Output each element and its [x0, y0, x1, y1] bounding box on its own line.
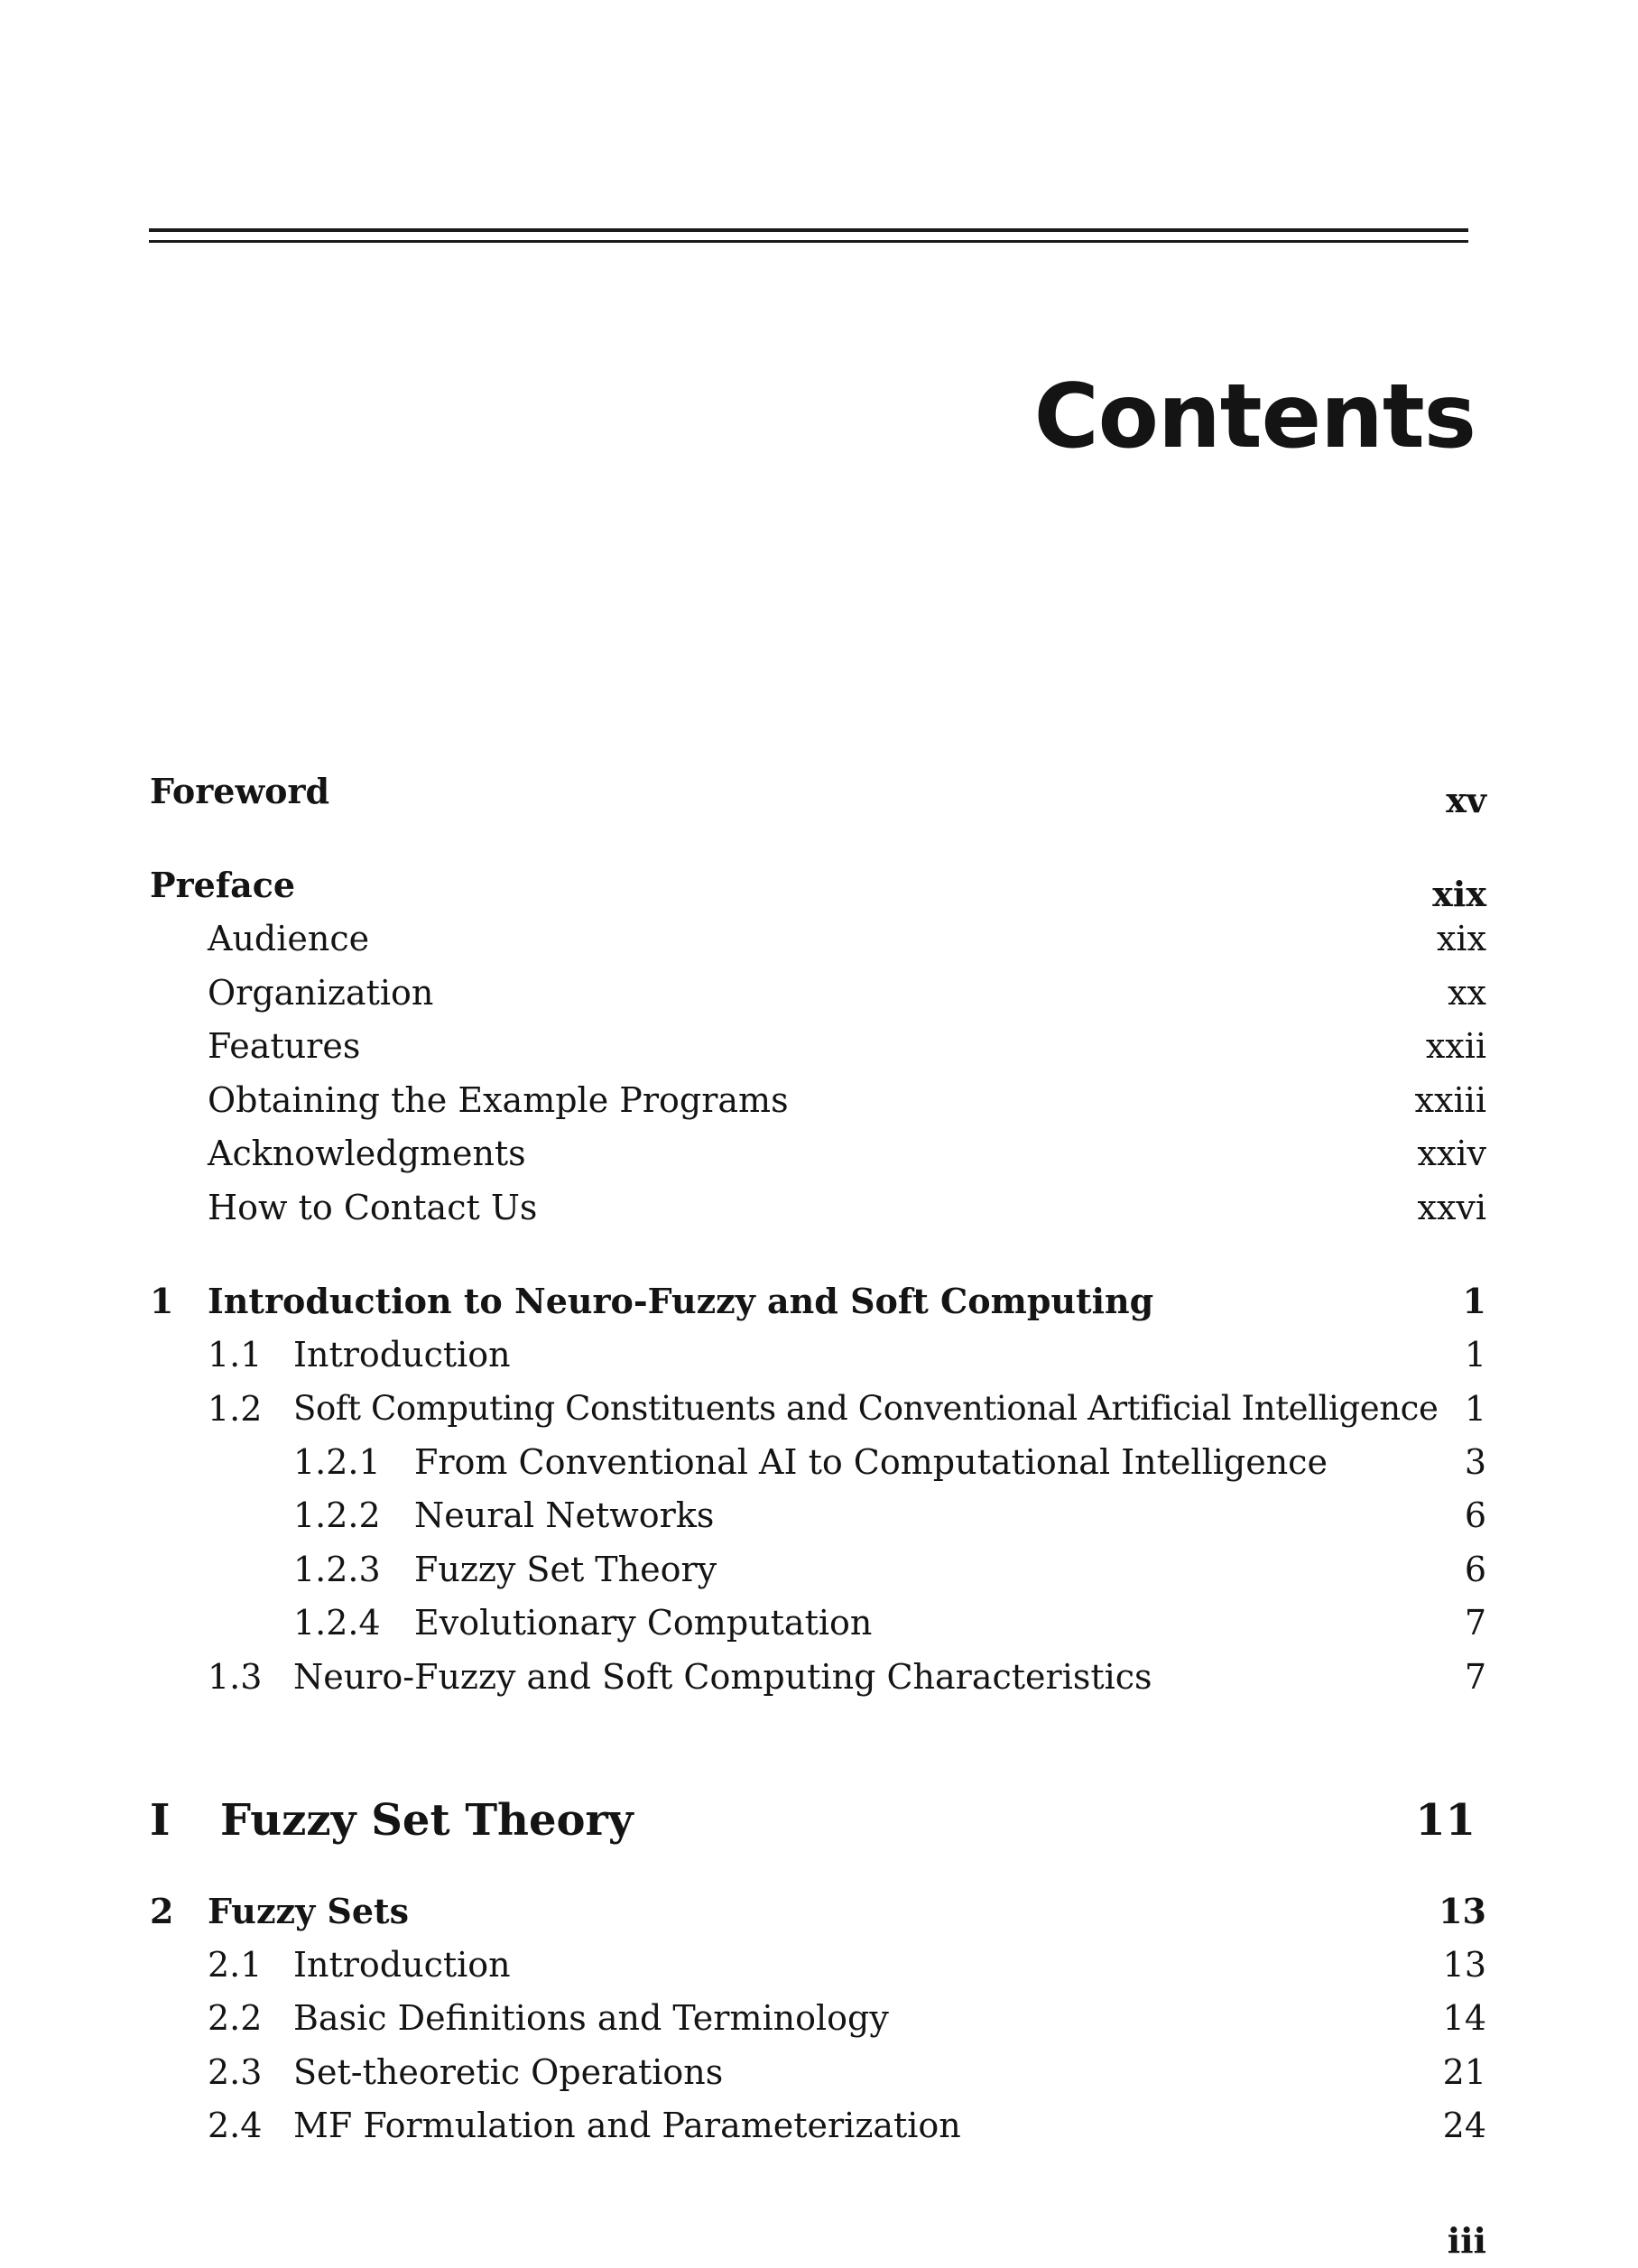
header-rule-top: [149, 228, 1468, 232]
toc-section-page: 24: [1442, 2106, 1486, 2145]
toc-entry-acknowledgments[interactable]: [0, 1126, 1638, 1180]
toc-entry-audience[interactable]: [0, 912, 1638, 966]
toc-entry-features[interactable]: [0, 1019, 1638, 1073]
toc-entry-page: xv: [1446, 780, 1486, 820]
toc-entry-label: Preface: [150, 865, 296, 905]
toc-entry-label: Organization: [208, 973, 434, 1013]
page-number: iii: [1447, 2220, 1486, 2261]
toc-entry-label: Audience: [208, 919, 370, 958]
toc-section-2-2[interactable]: [0, 1991, 1638, 2045]
toc-entry-preface[interactable]: [0, 858, 1638, 912]
toc-part-page: 11: [1415, 1795, 1476, 1846]
toc-entry-page: xxvi: [1417, 1188, 1486, 1227]
toc-part-1[interactable]: [0, 1789, 1638, 1852]
toc-subsection-page: 6: [1464, 1495, 1486, 1535]
toc-section-title: Basic Definitions and Terminology: [293, 1998, 889, 2038]
toc-subsection-number: 1.2.4: [293, 1603, 381, 1643]
toc-entry-label: Acknowledgments: [208, 1134, 526, 1173]
toc-subsection-number: 1.2.3: [293, 1550, 381, 1589]
header-rule-bottom: [149, 240, 1468, 243]
toc-section-title: Soft Computing Constituents and Conventional Artificial Intelligence: [293, 1389, 1439, 1428]
toc-section-2-1[interactable]: [0, 1938, 1638, 1992]
toc-section-1-3[interactable]: [0, 1650, 1638, 1704]
toc-entry-label: Obtaining the Example Programs: [208, 1080, 789, 1120]
toc-entry-organization[interactable]: [0, 966, 1638, 1020]
toc-entry-obtaining-programs[interactable]: [0, 1073, 1638, 1127]
toc-subsection-title: Neural Networks: [414, 1495, 715, 1535]
toc-subsection-1-2-1[interactable]: [0, 1435, 1638, 1489]
toc-section-number: 2.1: [208, 1945, 263, 1985]
toc-section-number: 1.1: [208, 1335, 263, 1375]
toc-entry-label: Features: [208, 1026, 361, 1066]
toc-section-1-1[interactable]: [0, 1328, 1638, 1382]
toc-section-page: 14: [1442, 1998, 1486, 2038]
toc-section-2-3[interactable]: [0, 2045, 1638, 2099]
toc-subsection-title: From Conventional AI to Computational Intelligence: [414, 1442, 1328, 1482]
page-title: Contents: [1033, 366, 1476, 468]
toc-entry-page: xx: [1448, 973, 1486, 1013]
toc-section-page: 1: [1464, 1389, 1486, 1429]
toc-section-number: 1.2: [208, 1389, 263, 1429]
toc-entry-foreword[interactable]: [0, 764, 1638, 819]
toc-section-number: 1.3: [208, 1657, 263, 1697]
toc-section-page: 1: [1464, 1335, 1486, 1375]
toc-entry-page: xxiii: [1414, 1080, 1486, 1120]
toc-section-number: 2.2: [208, 1998, 263, 2038]
toc-subsection-number: 1.2.2: [293, 1495, 381, 1535]
toc-section-title: Introduction: [293, 1335, 511, 1375]
toc-chapter-page: 13: [1439, 1891, 1486, 1931]
toc-chapter-page: 1: [1462, 1281, 1486, 1321]
toc-part-title: Fuzzy Set Theory: [220, 1795, 634, 1846]
toc-chapter-title: Introduction to Neuro-Fuzzy and Soft Computing: [208, 1281, 1154, 1321]
toc-section-title: Neuro-Fuzzy and Soft Computing Characteristics: [293, 1657, 1152, 1697]
toc-entry-contact-us[interactable]: [0, 1180, 1638, 1235]
toc-subsection-1-2-4[interactable]: [0, 1596, 1638, 1650]
toc-chapter-1[interactable]: [0, 1274, 1638, 1328]
toc-subsection-1-2-2[interactable]: [0, 1488, 1638, 1542]
toc-section-page: 21: [1442, 2052, 1486, 2092]
toc-subsection-title: Fuzzy Set Theory: [414, 1550, 717, 1589]
toc-chapter-2[interactable]: [0, 1884, 1638, 1939]
toc-chapter-title: Fuzzy Sets: [208, 1891, 409, 1931]
toc-section-title: MF Formulation and Parameterization: [293, 2106, 961, 2145]
toc-entry-label: Foreword: [150, 771, 330, 811]
toc-subsection-title: Evolutionary Computation: [414, 1603, 873, 1643]
toc-subsection-1-2-3[interactable]: [0, 1542, 1638, 1597]
toc-chapter-number: 2: [150, 1891, 174, 1931]
toc-subsection-page: 6: [1464, 1550, 1486, 1589]
toc-section-page: 7: [1464, 1657, 1486, 1697]
toc-entry-page: xxii: [1425, 1026, 1486, 1066]
toc-entry-page: xix: [1436, 919, 1486, 958]
toc-entry-page: xix: [1432, 874, 1486, 914]
toc-entry-page: xxiv: [1417, 1134, 1486, 1173]
toc-section-title: Set-theoretic Operations: [293, 2052, 724, 2092]
toc-section-2-4[interactable]: [0, 2098, 1638, 2152]
toc-chapter-number: 1: [150, 1281, 174, 1321]
toc-section-title: Introduction: [293, 1945, 511, 1985]
toc-entry-label: How to Contact Us: [208, 1188, 538, 1227]
toc-section-number: 2.3: [208, 2052, 263, 2092]
toc-part-number: I: [150, 1795, 171, 1846]
toc-subsection-number: 1.2.1: [293, 1442, 381, 1482]
toc-section-page: 13: [1442, 1945, 1486, 1985]
toc-section-1-2[interactable]: [0, 1382, 1638, 1436]
toc-section-number: 2.4: [208, 2106, 263, 2145]
toc-subsection-page: 7: [1464, 1603, 1486, 1643]
toc-subsection-page: 3: [1464, 1442, 1486, 1482]
